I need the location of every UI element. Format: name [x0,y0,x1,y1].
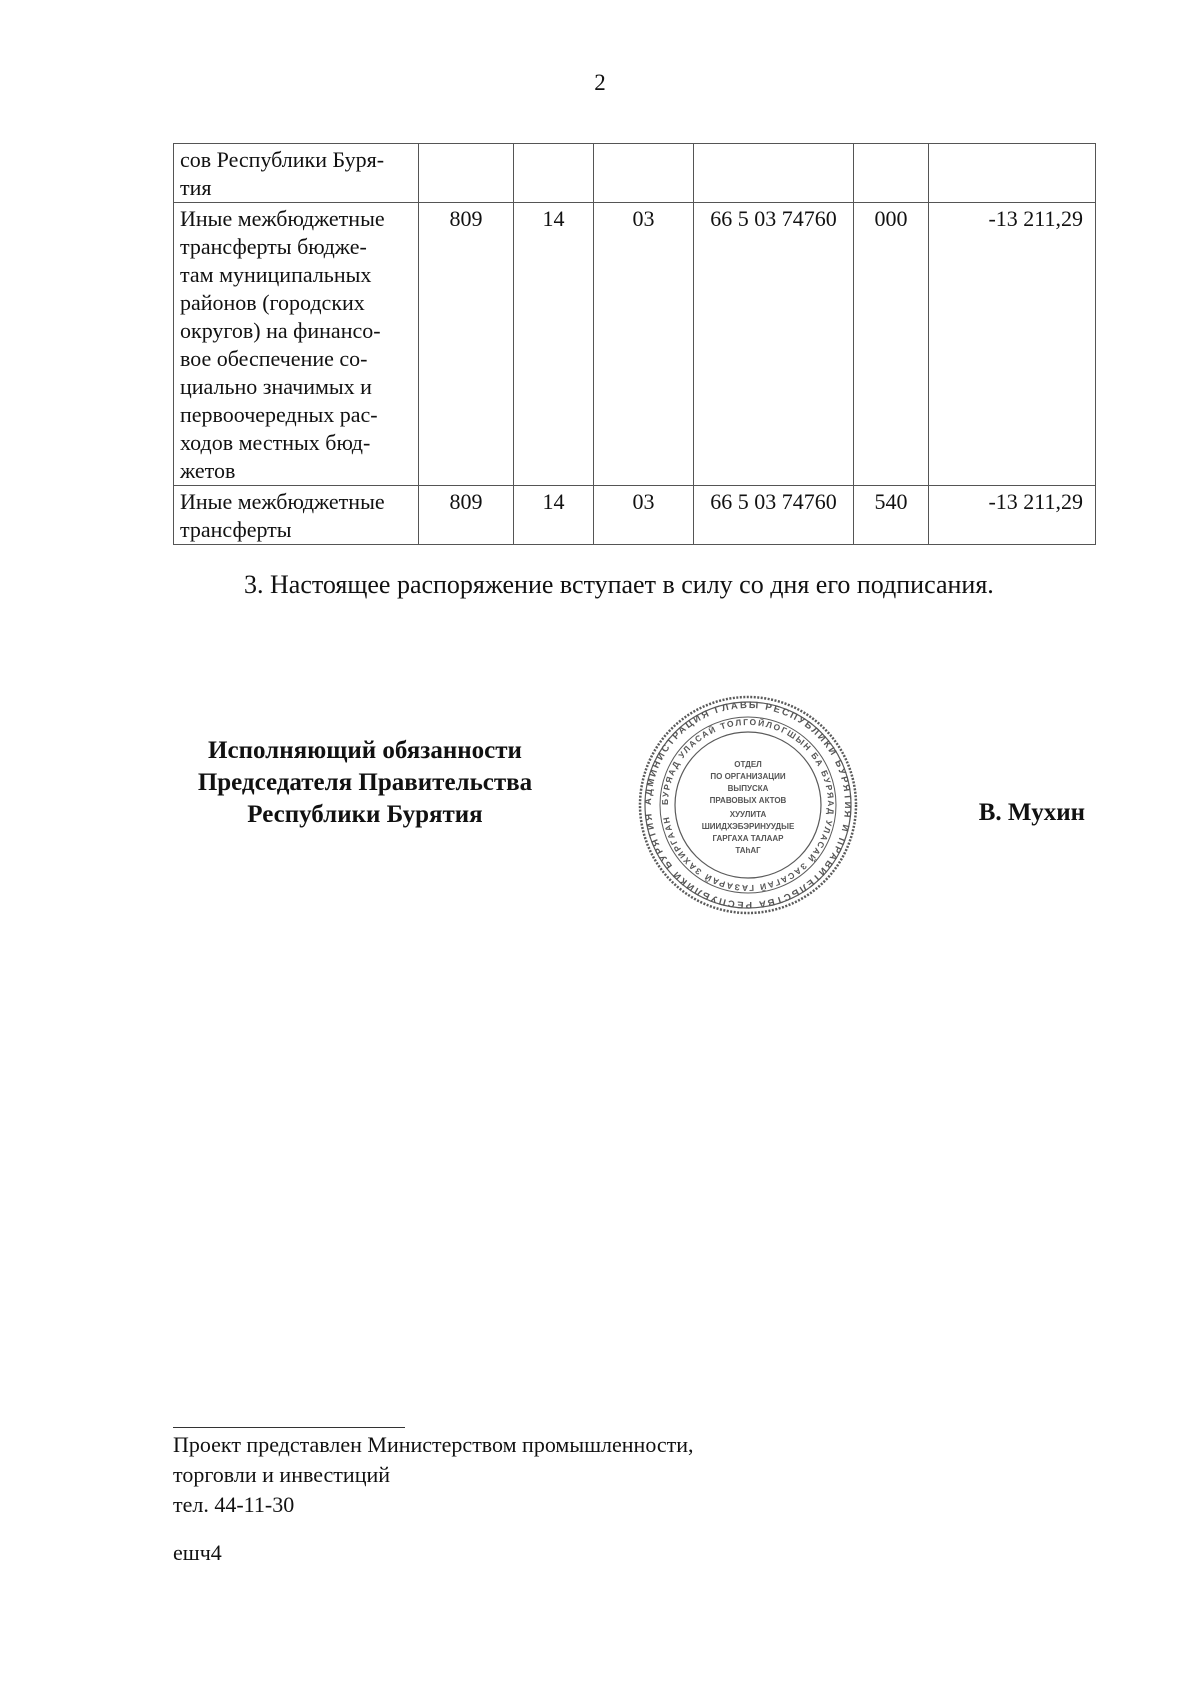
table-row [174,144,1096,203]
table-cell-name [174,203,419,486]
footnote-line: тел. 44-11-30 [173,1492,295,1517]
table-cell-pr: 03 [594,203,694,486]
signer-position-line: Председателя Правительства [197,769,533,796]
stamp-center-line: ГАРГАХА ТАЛААР [712,834,784,843]
table-cell-name-line: Иные межбюджетные [180,206,385,231]
official-stamp [636,693,860,917]
stamp-center-line: ТАһАГ [735,846,761,855]
table-cell-csr: 66 5 03 74760 [694,203,854,486]
table-cell-name-line: жетов [180,458,236,483]
table-cell-name-line: Иные межбюджетные [180,489,385,514]
table-cell-vr: 540 [854,486,929,545]
table-cell-name-line: округов) на финансо- [180,318,381,343]
table-cell-name-line: первоочередных рас- [180,402,378,427]
executor-initials: ешч4 [173,1540,222,1565]
stamp-center-line: ОТДЕЛ [734,760,762,769]
table-cell-vr: 000 [854,203,929,486]
clause-effective-date: 3. Настоящее распоряжение вступает в силу со дня его подписания. [244,570,994,599]
table-cell-name-line: трансферты бюдже- [180,234,367,259]
table-cell-pr [594,144,694,203]
stamp-center-line: ВЫПУСКА [727,784,769,793]
table-cell-name-line: трансферты [180,517,292,542]
table-cell-rz: 14 [514,203,594,486]
table-cell-name-line: вое обеспечение со- [180,346,368,371]
table-cell-csr: 66 5 03 74760 [694,486,854,545]
table-cell-sum: -13 211,29 [929,203,1096,486]
table-cell-name-line: районов (городских [180,290,365,315]
table-cell-name-line: циально значимых и [180,374,372,399]
table-cell-pr: 03 [594,486,694,545]
table-cell-sum: -13 211,29 [929,486,1096,545]
stamp-outer-text: АДМИНИСТРАЦИЯ ГЛАВЫ РЕСПУБЛИКИ БУРЯТИЯ И ПРАВИТЕЛЬСТВА РЕСПУБЛИКИ БУРЯТИЯ [642,699,854,911]
table-cell-name [174,486,419,545]
signer-position-line: Исполняющий обязанности [208,737,522,764]
stamp-center-line: ХУУЛИТА [729,810,767,819]
stamp-center-line: ШИИДХЭБЭРИНУУДЫЕ [701,822,795,831]
signer-position-line: Республики Бурятия [247,801,483,828]
footnote-line: торговли и инвестиций [173,1462,391,1487]
stamp-center-line: ПО ОРГАНИЗАЦИИ [710,772,786,781]
table-cell-gr: 809 [419,203,514,486]
table-cell-rz: 14 [514,486,594,545]
table-cell-name [174,144,419,203]
table-cell-sum [929,144,1096,203]
budget-table [173,143,1096,545]
table-cell-name-line: сов Республики Буря- [180,147,385,172]
stamp-center-line: ПРАВОВЫХ АКТОВ [709,796,787,805]
table-cell-vr [854,144,929,203]
table-row [174,203,1096,486]
table-cell-name-line: там муниципальных [180,262,372,287]
table-cell-name-line: тия [180,175,212,200]
table-cell-gr: 809 [419,486,514,545]
signer-name: В. Мухин [978,799,1085,826]
table-cell-name-line: ходов местных бюд- [180,430,371,455]
footnote [173,1430,694,1520]
table-row [174,486,1096,545]
budget-table-body [174,144,1096,545]
table-cell-rz [514,144,594,203]
footnote-divider [173,1427,405,1428]
table-cell-csr [694,144,854,203]
stamp-inner-text: БУРЯАД УЛАСАЙ ТОЛГОЙЛОГШЫН БА БУРЯАД УЛАСАЙ ЗАСАГАЙ ГАЗАРАЙ ЗАХИРГААН [659,716,837,894]
page-number: 2 [594,70,606,95]
footnote-line: Проект представлен Министерством промышленности, [173,1432,694,1457]
table-cell-gr [419,144,514,203]
signer-position [150,735,580,831]
